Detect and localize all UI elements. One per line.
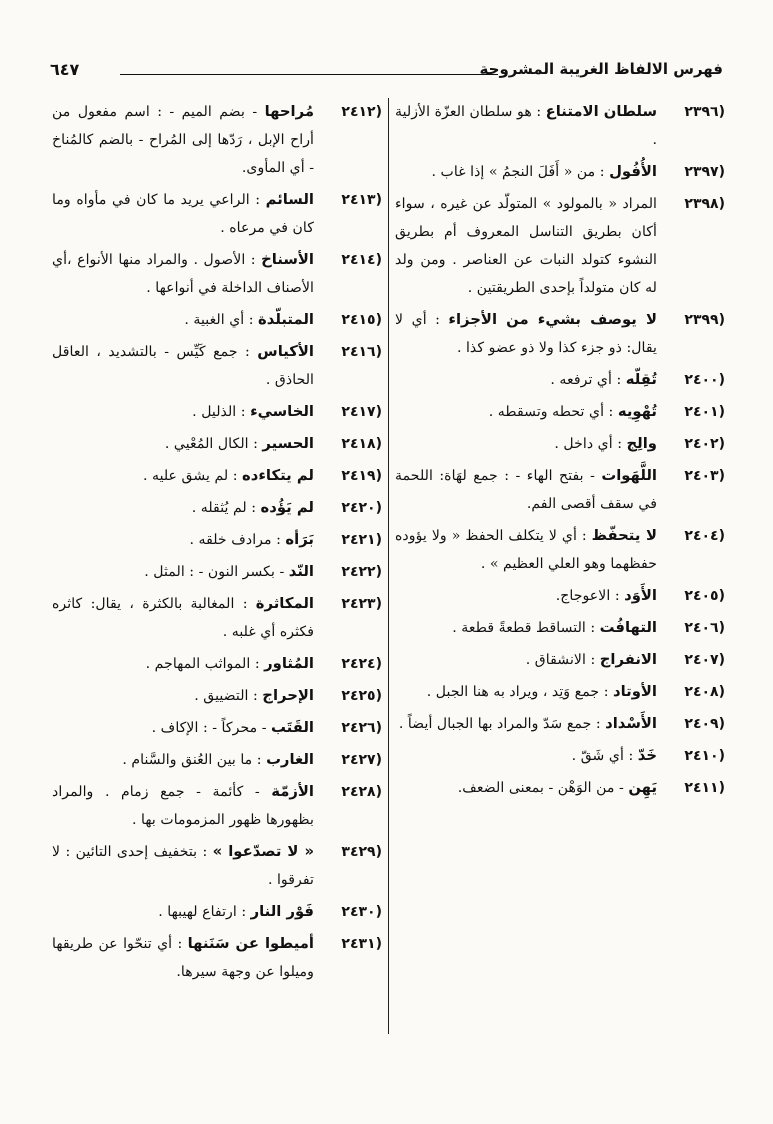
entry-body [395, 190, 657, 302]
entry-definition: : أي لا يقال: ذو جزء كذا ولا ذو عضو كذا . [395, 312, 657, 356]
entry-term: لا يوصف بشيء من الأجزاء [448, 311, 657, 328]
entry-definition: : الأصول . والمراد منها الأنواع ،أي الأصناف الداخلة في أنواعها . [52, 252, 314, 296]
entry-body [395, 678, 657, 706]
entry-body [52, 898, 314, 926]
entry-body [395, 614, 657, 642]
entry-term: الحسير [262, 435, 314, 452]
glossary-entry [395, 430, 725, 458]
entry-number: (٢٤٢٣ [341, 596, 382, 612]
entry-body [52, 650, 314, 678]
running-title: فهرس الالفاظ الغريبة المشروحة [479, 60, 723, 78]
entry-number: (٢٤٢٢ [341, 564, 382, 580]
glossary-entry [395, 366, 725, 394]
entry-number: (٢٣٩٧ [684, 164, 725, 180]
entry-number: (٢٤٢٤ [341, 656, 382, 672]
entry-number: (٢٣٩٨ [684, 196, 725, 212]
entry-term: الأكياس [257, 343, 314, 360]
entry-term: المتبلّدة [258, 311, 314, 328]
entry-body [52, 186, 314, 242]
glossary-entry [52, 462, 382, 490]
entry-body [395, 98, 657, 154]
glossary-entry [52, 838, 382, 894]
entry-term: الإحراج [262, 687, 314, 704]
entry-body [395, 306, 657, 362]
entry-definition: : لم يُثقله . [191, 500, 261, 516]
entry-term: الأَوَد [624, 587, 657, 604]
entry-number: (٢٤٠٠ [684, 372, 725, 388]
entry-body [395, 430, 657, 458]
entry-definition: : التضييق . [194, 688, 263, 704]
entry-body [52, 838, 314, 894]
entry-body [395, 646, 657, 674]
header-rule [120, 74, 498, 75]
entry-definition: : هو سلطان العزّة الأزلية . [395, 104, 657, 148]
entry-body [395, 582, 657, 610]
entry-number: (٢٤٠١ [684, 404, 725, 420]
entry-number: (٢٣٩٩ [684, 312, 725, 328]
entry-term: الخاسيء [250, 403, 314, 420]
entry-number: (٢٤٢١ [341, 532, 382, 548]
glossary-entry [52, 650, 382, 678]
entry-term: خَدّ [637, 747, 657, 764]
entry-definition: : أي تنحّوا عن طريقها وميلوا عن وجهة سيرها. [52, 936, 314, 980]
glossary-entry [395, 98, 725, 154]
entry-definition: : مرادف خلقه . [189, 532, 286, 548]
entry-definition: : المواثب المهاجم . [145, 656, 265, 672]
entry-term: لم يَؤُده [260, 499, 314, 516]
glossary-entry [52, 306, 382, 334]
entry-definition: - من الوَهْن - بمعنى الضعف. [457, 780, 629, 796]
entry-body [395, 462, 657, 518]
entry-body [395, 774, 657, 802]
entry-number: (٢٤١٥ [341, 312, 382, 328]
entry-body [52, 462, 314, 490]
page-number: ٦٤٧ [50, 60, 80, 79]
entry-definition: المراد « بالمولود » المتولّد عن غيره ، سواء أكان بطريق التناسل المعروف أم بطريق النشوء كتولد النبات عن العناصر . ومن ولد له كان متولداً بإحدى الطريقتين . [395, 196, 657, 296]
entry-term: سلطان الامتناع [545, 103, 657, 120]
entry-number: (٢٤٢٧ [341, 752, 382, 768]
glossary-entry [395, 742, 725, 770]
entry-number: (٢٣٩٦ [684, 104, 725, 120]
page-header [50, 58, 723, 88]
entry-number: (٢٤٠٢ [684, 436, 725, 452]
entry-body [52, 398, 314, 426]
entry-definition: : أي ترفعه . [550, 372, 626, 388]
glossary-entry [52, 746, 382, 774]
entry-definition: : بتخفيف إحدى التائين : لا تفرقوا . [52, 844, 314, 888]
entry-term: القَتَب [271, 719, 314, 736]
entry-definition: : ارتفاع لهيبها . [158, 904, 251, 920]
entry-definition: - بفتح الهاء - : جمع لهَاة: اللحمة في سقف أقصى الفم. [395, 468, 657, 512]
entry-body [52, 558, 314, 586]
glossary-entry [52, 590, 382, 646]
entry-term: الأزمّة [271, 783, 314, 800]
entry-body [395, 742, 657, 770]
entry-number: (٢٤١١ [684, 780, 725, 796]
entry-number: (٢٤٠٩ [684, 716, 725, 732]
entry-definition: : أي الغبية . [184, 312, 259, 328]
entry-number: (٢٤٣٠ [341, 904, 382, 920]
left-column [52, 98, 382, 990]
entry-term: تُهْوِيه [617, 403, 657, 420]
entry-body [52, 930, 314, 986]
entry-number: (٢٤٠٤ [684, 528, 725, 544]
entry-definition: : جمع كَيِّس - بالتشديد ، العاقل الحاذق . [52, 344, 314, 388]
entry-definition: : أي شَقّ . [571, 748, 638, 764]
entry-number: (٢٤١٠ [684, 748, 725, 764]
entry-body [52, 98, 314, 182]
entry-number: (٢٤١٩ [341, 468, 382, 484]
entry-term: الأسناخ [261, 251, 314, 268]
entry-definition: - بكسر النون - : المثل . [144, 564, 289, 580]
entry-body [52, 746, 314, 774]
entry-body [395, 522, 657, 578]
entry-body [395, 710, 657, 738]
entry-term: بَرَأه [285, 531, 314, 548]
entry-term: الانفراج [599, 651, 657, 668]
entry-number: (٢٤١٢ [341, 104, 382, 120]
entry-term: لم يتكاءده [242, 467, 314, 484]
entry-number: (٢٤٠٣ [684, 468, 725, 484]
entry-definition: : الذليل . [192, 404, 251, 420]
glossary-entry [395, 678, 725, 706]
right-column [395, 98, 725, 806]
entry-term: الأُفُول [609, 163, 657, 180]
entry-number: (٢٤١٣ [341, 192, 382, 208]
glossary-entry [52, 526, 382, 554]
glossary-entry [52, 930, 382, 986]
entry-body [52, 714, 314, 742]
entry-definition: : التساقط قطعةً قطعة . [452, 620, 600, 636]
glossary-entry [395, 398, 725, 426]
entry-term: أميطوا عن سَنَنها [187, 935, 314, 952]
entry-term: المُثاور [264, 655, 314, 672]
glossary-entry [395, 306, 725, 362]
glossary-entry [52, 338, 382, 394]
glossary-entry [52, 398, 382, 426]
glossary-entry [52, 682, 382, 710]
entry-definition: : أي داخل . [554, 436, 627, 452]
entry-body [395, 366, 657, 394]
entry-number: (٢٤٢٥ [341, 688, 382, 704]
entry-number: (٢٤٢٠ [341, 500, 382, 516]
glossary-entry [52, 714, 382, 742]
entry-definition: : أي تحطه وتسقطه . [488, 404, 618, 420]
entry-definition: : الانشقاق . [525, 652, 600, 668]
entry-definition: : الاعوجاج. [555, 588, 625, 604]
entry-definition: : ما بين العُنق والسَّنام . [122, 752, 267, 768]
entry-definition: : من « أَفَلَ النجمُ » إذا غاب . [431, 164, 610, 180]
entry-term: « لا تصدّعوا » [212, 843, 315, 860]
entry-term: يَهِن [628, 779, 657, 796]
entry-number: (٢٤١٦ [341, 344, 382, 360]
column-divider [388, 98, 389, 1034]
entry-body [52, 246, 314, 302]
entry-number: (٢٤١٤ [341, 252, 382, 268]
entry-term: فَوْر النار [250, 903, 314, 920]
entry-body [52, 682, 314, 710]
glossary-entry [52, 898, 382, 926]
glossary-entry [52, 558, 382, 586]
entry-definition: - كأئمة - جمع زمام . والمراد بظهورها ظهور المزمومات بها . [52, 784, 314, 828]
entry-body [52, 590, 314, 646]
glossary-entry [395, 774, 725, 802]
entry-term: التهافُت [599, 619, 657, 636]
entry-term: الغارب [266, 751, 314, 768]
entry-number: (٢٤١٧ [341, 404, 382, 420]
entry-definition: : لم يشق عليه . [142, 468, 243, 484]
glossary-entry [52, 246, 382, 302]
entry-definition: : الراعي يريد ما كان في مأواه وما كان في مرعاه . [52, 192, 314, 236]
entry-number: (٢٤٠٦ [684, 620, 725, 636]
glossary-entry [395, 646, 725, 674]
entry-definition: : أي لا يتكلف الحفظ « ولا يؤوده حفظهما وهو العلي العظيم » . [395, 528, 657, 572]
glossary-entry [395, 710, 725, 738]
glossary-entry [395, 582, 725, 610]
entry-term: مُراحها [264, 103, 314, 120]
entry-term: اللَّهَوات [601, 467, 657, 484]
entry-term: الأوتاد [613, 683, 657, 700]
entry-definition: : الكال المُعْيي . [164, 436, 263, 452]
entry-definition: : جمع وَتِد ، ويراد به هنا الجبل . [426, 684, 613, 700]
entry-body [52, 778, 314, 834]
entry-definition: : المغالبة بالكثرة ، يقال: كاثره فكثره أي غلبه . [52, 596, 314, 640]
glossary-entry [395, 614, 725, 642]
glossary-entry [52, 186, 382, 242]
glossary-entry [395, 158, 725, 186]
entry-number: (٢٤٣١ [341, 936, 382, 952]
entry-term: السائم [265, 191, 314, 208]
entry-term: الأَسْداد [605, 715, 657, 732]
entry-definition: - محركاً - : الإكاف . [151, 720, 272, 736]
glossary-entry [52, 430, 382, 458]
entry-term: تُقِلّه [625, 371, 657, 388]
entry-body [395, 158, 657, 186]
entry-number: (٢٤٢٨ [341, 784, 382, 800]
entry-definition: - بضم الميم - : اسم مفعول من أراح الإبل ، رَدّها إلى المُراح - بالضم كالمُناخ - أي المأوى. [52, 104, 314, 176]
entry-definition: : جمع سَدّ والمراد بها الجبال أيضاً . [398, 716, 606, 732]
entry-term: والِج [626, 435, 657, 452]
entry-number: (٢٤٠٥ [684, 588, 725, 604]
glossary-entry [52, 778, 382, 834]
entry-body [52, 306, 314, 334]
entry-term: النّد [288, 563, 314, 580]
glossary-entry [395, 462, 725, 518]
glossary-entry [52, 98, 382, 182]
entry-body [52, 338, 314, 394]
entry-body [52, 430, 314, 458]
glossary-entry [395, 522, 725, 578]
entry-term: لا يتحفّظ [591, 527, 657, 544]
glossary-entry [395, 190, 725, 302]
entry-number: (٢٤١٨ [341, 436, 382, 452]
entry-number: (٢٤٠٧ [684, 652, 725, 668]
glossary-entry [52, 494, 382, 522]
entry-number: (٢٤٢٦ [341, 720, 382, 736]
entry-body [395, 398, 657, 426]
entry-body [52, 526, 314, 554]
entry-body [52, 494, 314, 522]
entry-number: (٢٤٠٨ [684, 684, 725, 700]
entry-term: المكاثرة [255, 595, 314, 612]
entry-number: (٣٤٢٩ [341, 844, 382, 860]
